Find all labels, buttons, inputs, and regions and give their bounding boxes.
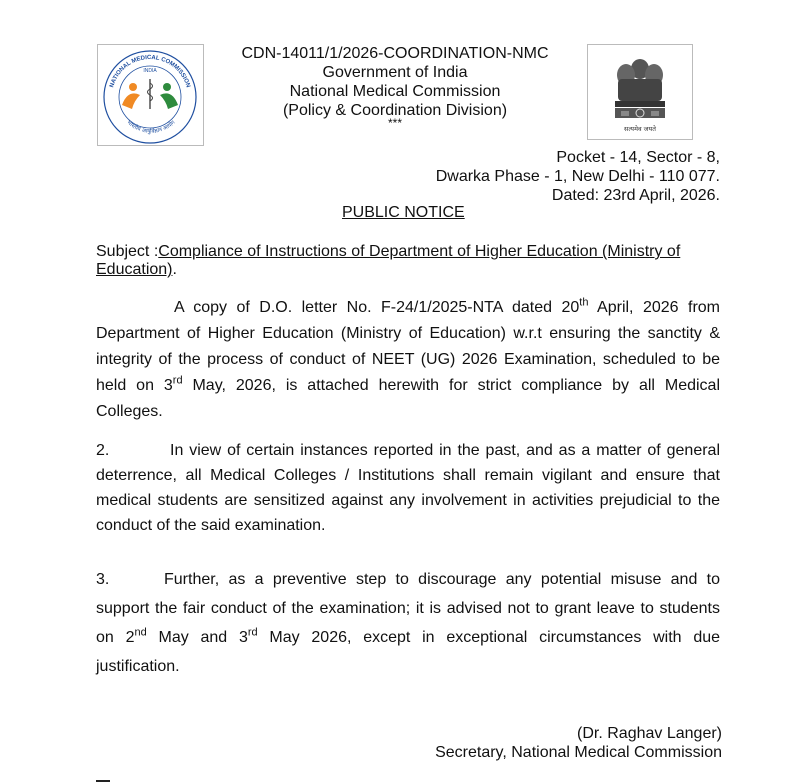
address-line-1: Pocket - 14, Sector - 8, [556, 149, 720, 166]
p3-part-a: Further, as a preventive step to discourage any potential misuse and to support the fair conduct of the examination; it is advised not to grant leave to students on 2 [96, 571, 720, 646]
p3-part-b: May and 3 [146, 629, 248, 646]
p2-text: In view of certain instances reported in the past, and as a matter of general deterrence, all Medical Colleges / Institutions shall remain vigilant and ensure that medical students are sensitized against any involvement in activities prejudicial to the conduct of the said examination. [96, 442, 720, 534]
emblem-motto: सत्यमेव जयते [624, 125, 656, 133]
reference-number: CDN-14011/1/2026-COORDINATION-NMC [241, 45, 549, 62]
paragraph-2 [96, 438, 720, 538]
subject-line [96, 243, 721, 279]
subject-label: Subject : [96, 243, 159, 260]
signatory-title: Secretary, National Medical Commission [435, 744, 722, 761]
nmc-logo-graphic [98, 45, 203, 145]
bottom-mark [96, 780, 110, 782]
p1-part-c: May, 2026, is attached herewith for strict compliance by all Medical Colleges. [96, 377, 720, 420]
paragraph-1 [96, 295, 720, 425]
p1-sup-1: th [579, 296, 589, 309]
logo-figure-head-left [129, 83, 137, 91]
logo-ring-text: NATIONAL MEDICAL COMMISSION [109, 54, 191, 89]
paragraph-3 [96, 565, 720, 681]
signatory-name: (Dr. Raghav Langer) [577, 725, 722, 742]
p1-part-b: April, 2026 from Department of Higher Education (Ministry of Education) w.r.t ensuring the sanctity & integrity of the process of conduct of NEET (UG) 2026 Examination, scheduled to be held on 3 [96, 299, 721, 394]
address-line-2: Dwarka Phase - 1, New Delhi - 110 077. [435, 168, 720, 185]
logo-figure-head-right [163, 83, 171, 91]
header-government: Government of India [322, 64, 468, 81]
p3-sup-1: nd [134, 626, 147, 639]
header-division: (Policy & Coordination Division) [282, 102, 508, 119]
header-commission: National Medical Commission [289, 83, 501, 100]
emblem-graphic [588, 45, 692, 139]
p3-number: 3. [96, 571, 110, 588]
p3-part-c: May 2026, except in exceptional circumstances with due justification. [96, 629, 721, 675]
logo-hindi-text: भारतीय आयुर्विज्ञान आयोग [125, 119, 177, 135]
header-separator: *** [387, 116, 402, 130]
notice-title: PUBLIC NOTICE [342, 204, 465, 221]
p1-part-a: A copy of D.O. letter No. F-24/1/2025-NTA dated 20 [174, 299, 580, 316]
logo-figure-body-left [122, 93, 140, 109]
p3-sup-2: rd [247, 626, 258, 639]
nmc-logo [97, 44, 204, 146]
logo-figure-body-right [160, 93, 178, 109]
date-line: Dated: 23rd April, 2026. [551, 187, 720, 204]
state-emblem [587, 44, 693, 140]
subject-text: Compliance of Instructions of Department of Higher Education (Ministry of Education) [96, 243, 681, 278]
subject-end: . [172, 261, 177, 278]
logo-country-text: INDIA [143, 68, 157, 74]
p2-number: 2. [96, 442, 110, 459]
p1-sup-2: rd [172, 374, 183, 387]
